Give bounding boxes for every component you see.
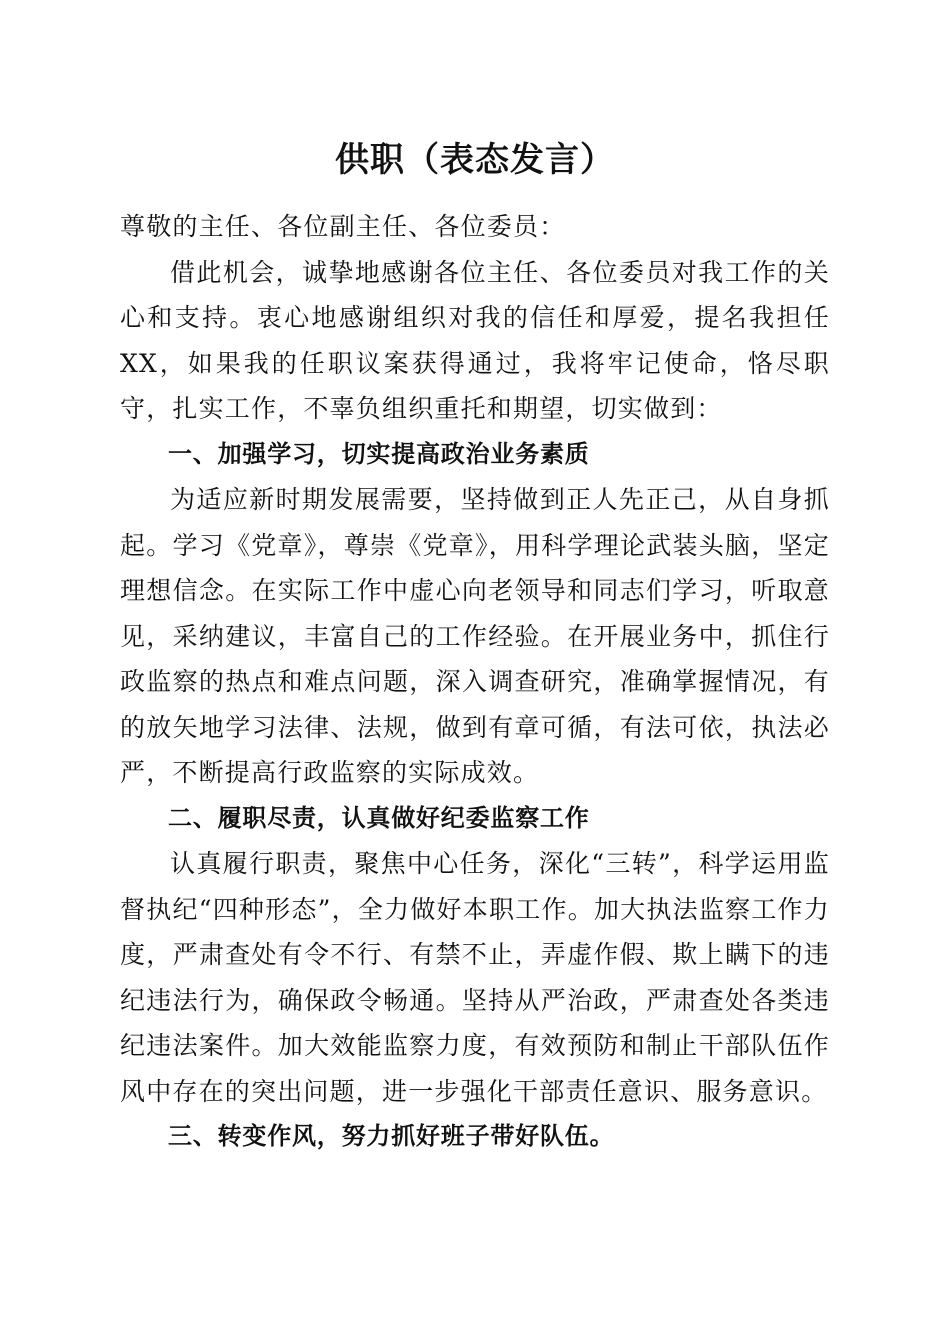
document-body [120,204,830,1160]
section-1-paragraph: 为适应新时期发展需要，坚持做到正人先正己，从自身抓起。学习《党章》，尊崇《党章》，用科学理论武装头脑，坚定理想信念。在实际工作中虚心向老领导和同志们学习，听取意见，采纳建议，丰富自己的工作经验。在开展业务中，抓住行政监察的热点和难点问题，深入调查研究，准确掌握情况，有的放矢地学习法律、法规，做到有章可循，有法可依，执法必严，不断提高行政监察的实际成效。 [120,485,830,787]
section-2-paragraph: 认真履行职责，聚焦中心任务，深化“三转”，科学运用监督执纪“四种形态”，全力做好本职工作。加大执法监察工作力度，严肃查处有令不行、有禁不止，弄虚作假、欺上瞒下的违纪违法行为，确保政令畅通。坚持从严治政，严肃查处各类违纪违法案件。加大效能监察力度，有效预防和制止干部队伍作风中存在的突出问题，进一步强化干部责任意识、服务意识。 [120,849,830,1106]
section-1-heading: 一、加强学习，切实提高政治业务素质 [168,439,590,468]
section-2-heading: 二、履职尽责，认真做好纪委监察工作 [168,803,590,832]
document-title: 供职（表态发言） [335,140,615,180]
section-3-heading: 三、转变作风，努力抓好班子带好队伍。 [168,1122,615,1150]
intro-paragraph: 借此机会，诚挚地感谢各位主任、各位委员对我工作的关心和支持。衷心地感谢组织对我的信任和厚爱，提名我担任XX，如果我的任职议案获得通过，我将牢记使命，恪尽职守，扎实工作，不辜负组织重托和期望，切实做到： [120,257,830,423]
salutation: 尊敬的主任、各位副主任、各位委员： [120,212,566,241]
